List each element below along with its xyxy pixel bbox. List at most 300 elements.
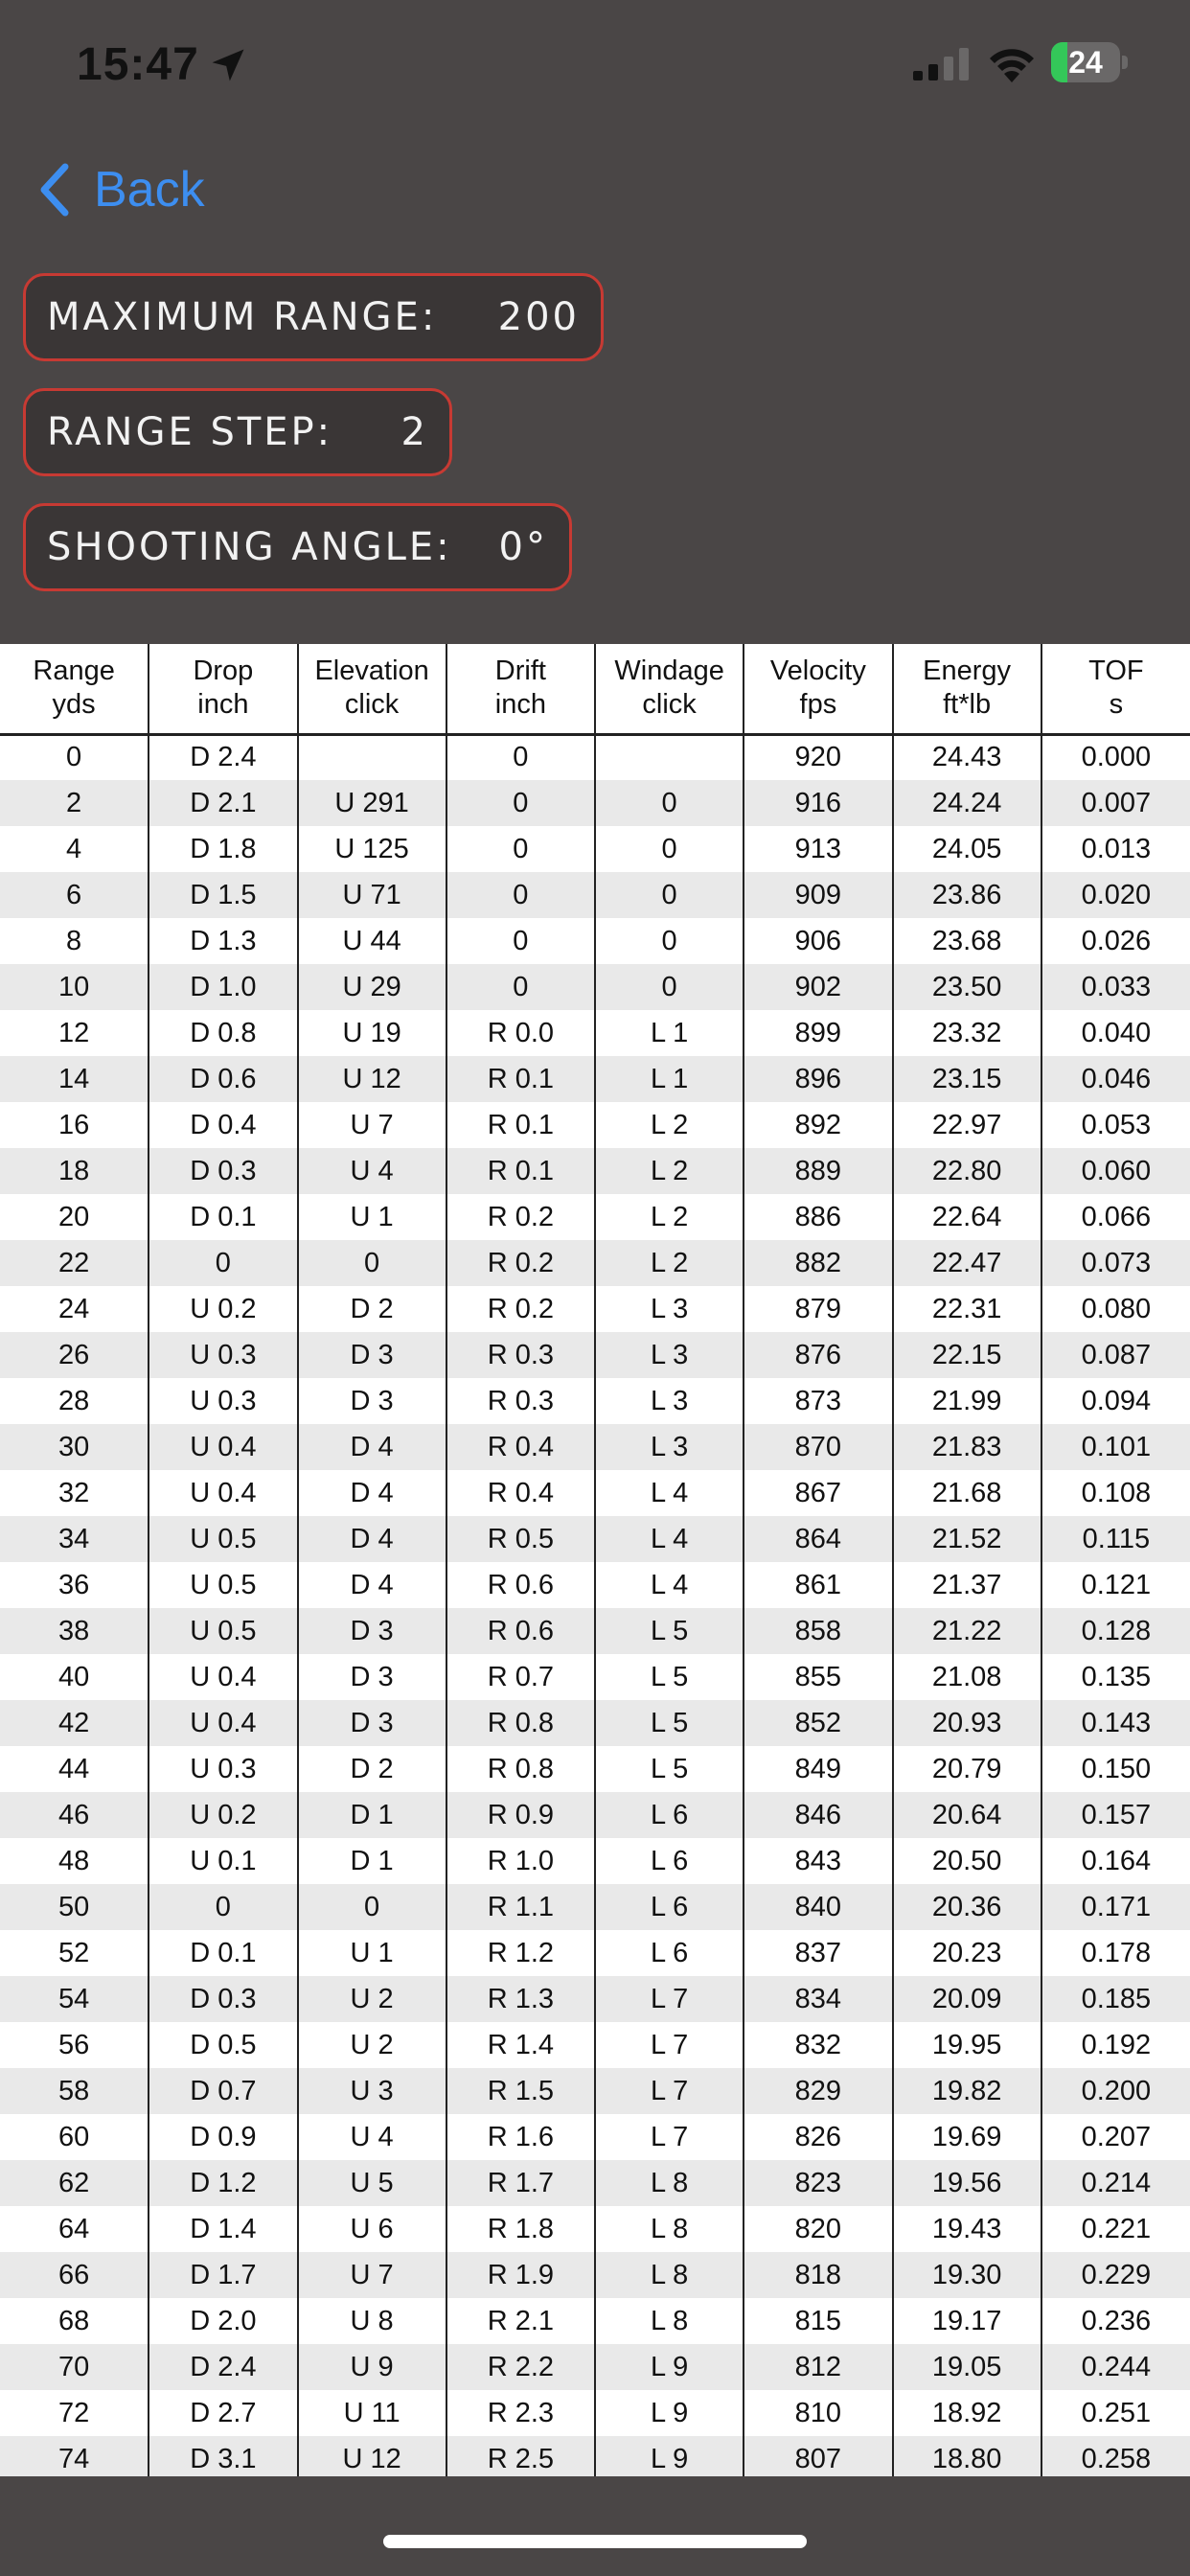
cell-drift: R 1.8 <box>446 2206 595 2252</box>
cell-windage: L 2 <box>595 1240 744 1286</box>
cell-drift: R 2.3 <box>446 2390 595 2436</box>
shooting-angle-label: SHOOTING ANGLE: <box>47 525 452 569</box>
cell-drift: R 0.3 <box>446 1378 595 1424</box>
cell-velocity: 812 <box>744 2344 892 2390</box>
header-energy: Energy ft*lb <box>893 644 1041 734</box>
cell-energy: 18.92 <box>893 2390 1041 2436</box>
table-row <box>0 918 1190 964</box>
cell-elevation: U 4 <box>298 1148 446 1194</box>
header-windage: Windage click <box>595 644 744 734</box>
cell-drift: R 0.7 <box>446 1654 595 1700</box>
cell-elevation: U 8 <box>298 2298 446 2344</box>
cell-velocity: 864 <box>744 1516 892 1562</box>
cell-energy: 21.22 <box>893 1608 1041 1654</box>
cell-drop: U 0.5 <box>149 1516 297 1562</box>
cell-energy: 21.68 <box>893 1470 1041 1516</box>
cell-range: 22 <box>0 1240 149 1286</box>
cell-drift: R 0.0 <box>446 1010 595 1056</box>
cell-velocity: 837 <box>744 1930 892 1976</box>
cell-drop: D 2.1 <box>149 780 297 826</box>
cell-velocity: 807 <box>744 2436 892 2476</box>
cell-elevation: D 2 <box>298 1746 446 1792</box>
cell-drift: 0 <box>446 780 595 826</box>
cell-velocity: 810 <box>744 2390 892 2436</box>
table-row <box>0 872 1190 918</box>
cell-windage: L 8 <box>595 2160 744 2206</box>
cell-velocity: 886 <box>744 1194 892 1240</box>
cell-energy: 23.86 <box>893 872 1041 918</box>
cell-windage: L 7 <box>595 1976 744 2022</box>
cell-velocity: 855 <box>744 1654 892 1700</box>
cell-drift: R 0.8 <box>446 1746 595 1792</box>
cell-elevation: D 4 <box>298 1516 446 1562</box>
shooting-angle-value: 0° <box>498 525 548 569</box>
cell-energy: 20.50 <box>893 1838 1041 1884</box>
cell-range: 18 <box>0 1148 149 1194</box>
cell-tof: 0.244 <box>1041 2344 1190 2390</box>
cell-drop: D 1.3 <box>149 918 297 964</box>
cell-energy: 19.82 <box>893 2068 1041 2114</box>
cell-range: 20 <box>0 1194 149 1240</box>
cell-elevation: D 3 <box>298 1378 446 1424</box>
cell-energy: 20.64 <box>893 1792 1041 1838</box>
cell-energy: 21.99 <box>893 1378 1041 1424</box>
cell-range: 52 <box>0 1930 149 1976</box>
cell-range: 24 <box>0 1286 149 1332</box>
cell-windage: L 1 <box>595 1056 744 1102</box>
cell-velocity: 892 <box>744 1102 892 1148</box>
cell-windage: 0 <box>595 826 744 872</box>
cell-range: 70 <box>0 2344 149 2390</box>
cell-tof: 0.080 <box>1041 1286 1190 1332</box>
cell-tof: 0.026 <box>1041 918 1190 964</box>
cell-velocity: 826 <box>744 2114 892 2160</box>
cell-tof: 0.221 <box>1041 2206 1190 2252</box>
cell-range: 44 <box>0 1746 149 1792</box>
cell-energy: 19.95 <box>893 2022 1041 2068</box>
cell-elevation: D 4 <box>298 1424 446 1470</box>
cell-windage: L 5 <box>595 1700 744 1746</box>
cell-tof: 0.192 <box>1041 2022 1190 2068</box>
cell-windage: L 1 <box>595 1010 744 1056</box>
cell-windage: L 2 <box>595 1102 744 1148</box>
cell-windage: L 2 <box>595 1148 744 1194</box>
table-row <box>0 1056 1190 1102</box>
cell-velocity: 889 <box>744 1148 892 1194</box>
cell-tof: 0.258 <box>1041 2436 1190 2476</box>
table-body <box>0 734 1190 2476</box>
cell-elevation: 0 <box>298 1884 446 1930</box>
table-row <box>0 2298 1190 2344</box>
cell-tof: 0.236 <box>1041 2298 1190 2344</box>
cell-drift: 0 <box>446 918 595 964</box>
cell-windage: L 3 <box>595 1332 744 1378</box>
cell-elevation: U 7 <box>298 1102 446 1148</box>
table-row <box>0 1240 1190 1286</box>
cell-elevation: 0 <box>298 1240 446 1286</box>
cell-drift: R 0.9 <box>446 1792 595 1838</box>
cell-elevation: D 3 <box>298 1700 446 1746</box>
cell-velocity: 846 <box>744 1792 892 1838</box>
table-row <box>0 2206 1190 2252</box>
cell-range: 54 <box>0 1976 149 2022</box>
table-row <box>0 1884 1190 1930</box>
cell-range: 36 <box>0 1562 149 1608</box>
cell-energy: 20.23 <box>893 1930 1041 1976</box>
cell-drift: 0 <box>446 734 595 780</box>
cell-drift: R 0.1 <box>446 1148 595 1194</box>
cell-energy: 19.56 <box>893 2160 1041 2206</box>
cell-range: 34 <box>0 1516 149 1562</box>
cell-velocity: 823 <box>744 2160 892 2206</box>
cell-drift: R 0.1 <box>446 1056 595 1102</box>
cell-windage: L 5 <box>595 1746 744 1792</box>
cell-velocity: 870 <box>744 1424 892 1470</box>
cell-velocity: 834 <box>744 1976 892 2022</box>
status-bar <box>0 0 1190 134</box>
header-drop: Drop inch <box>149 644 297 734</box>
cell-windage: 0 <box>595 964 744 1010</box>
cell-energy: 22.15 <box>893 1332 1041 1378</box>
cell-range: 14 <box>0 1056 149 1102</box>
cell-elevation: D 2 <box>298 1286 446 1332</box>
table-row <box>0 2068 1190 2114</box>
cell-velocity: 858 <box>744 1608 892 1654</box>
cell-tof: 0.040 <box>1041 1010 1190 1056</box>
cell-drift: 0 <box>446 964 595 1010</box>
cell-velocity: 829 <box>744 2068 892 2114</box>
cell-velocity: 820 <box>744 2206 892 2252</box>
table-row <box>0 780 1190 826</box>
cell-energy: 23.50 <box>893 964 1041 1010</box>
table-row <box>0 734 1190 780</box>
cell-velocity: 882 <box>744 1240 892 1286</box>
cell-energy: 19.30 <box>893 2252 1041 2298</box>
ballistics-table-scroll[interactable] <box>0 644 1190 2476</box>
cell-drift: R 0.6 <box>446 1608 595 1654</box>
cell-drop: U 0.4 <box>149 1654 297 1700</box>
cell-windage: L 4 <box>595 1516 744 1562</box>
cell-elevation: U 1 <box>298 1930 446 1976</box>
status-time: 15:47 <box>77 39 199 90</box>
cell-range: 64 <box>0 2206 149 2252</box>
cell-tof: 0.143 <box>1041 1700 1190 1746</box>
range-step-label: RANGE STEP: <box>47 410 333 454</box>
cell-windage: L 7 <box>595 2022 744 2068</box>
cell-drop: 0 <box>149 1240 297 1286</box>
cell-energy: 20.93 <box>893 1700 1041 1746</box>
cell-tof: 0.229 <box>1041 2252 1190 2298</box>
cell-elevation: U 44 <box>298 918 446 964</box>
cell-drop: D 1.4 <box>149 2206 297 2252</box>
table-row <box>0 2390 1190 2436</box>
cell-velocity: 861 <box>744 1562 892 1608</box>
back-button[interactable] <box>34 153 205 226</box>
cell-drop: U 0.5 <box>149 1608 297 1654</box>
cell-energy: 21.37 <box>893 1562 1041 1608</box>
cell-tof: 0.066 <box>1041 1194 1190 1240</box>
cell-windage: L 6 <box>595 1884 744 1930</box>
cell-drop: D 0.3 <box>149 1148 297 1194</box>
table-row <box>0 1286 1190 1332</box>
table-row <box>0 1010 1190 1056</box>
cell-drop: D 2.4 <box>149 734 297 780</box>
cell-elevation: U 19 <box>298 1010 446 1056</box>
cell-elevation: U 12 <box>298 2436 446 2476</box>
cell-velocity: 815 <box>744 2298 892 2344</box>
table-row <box>0 1102 1190 1148</box>
cell-range: 74 <box>0 2436 149 2476</box>
table-row <box>0 2160 1190 2206</box>
cellular-signal-icon <box>913 48 969 80</box>
header-drift: Drift inch <box>446 644 595 734</box>
cell-drift: R 1.7 <box>446 2160 595 2206</box>
cell-drift: R 2.2 <box>446 2344 595 2390</box>
cell-drift: R 1.0 <box>446 1838 595 1884</box>
cell-energy: 22.47 <box>893 1240 1041 1286</box>
cell-range: 8 <box>0 918 149 964</box>
maximum-range-setting[interactable] <box>23 273 604 361</box>
cell-drift: R 0.2 <box>446 1240 595 1286</box>
table-row <box>0 1654 1190 1700</box>
range-step-value: 2 <box>400 410 428 454</box>
cell-tof: 0.033 <box>1041 964 1190 1010</box>
cell-elevation: U 11 <box>298 2390 446 2436</box>
cell-drop: D 0.4 <box>149 1102 297 1148</box>
cell-elevation: U 6 <box>298 2206 446 2252</box>
cell-elevation: U 12 <box>298 1056 446 1102</box>
cell-elevation: U 125 <box>298 826 446 872</box>
cell-windage <box>595 734 744 780</box>
header-tof: TOF s <box>1041 644 1190 734</box>
cell-tof: 0.020 <box>1041 872 1190 918</box>
cell-tof: 0.094 <box>1041 1378 1190 1424</box>
cell-energy: 20.09 <box>893 1976 1041 2022</box>
table-row <box>0 826 1190 872</box>
cell-energy: 24.05 <box>893 826 1041 872</box>
cell-velocity: 909 <box>744 872 892 918</box>
cell-energy: 23.68 <box>893 918 1041 964</box>
table-row <box>0 1608 1190 1654</box>
cell-drift: R 1.3 <box>446 1976 595 2022</box>
cell-windage: 0 <box>595 918 744 964</box>
cell-tof: 0.073 <box>1041 1240 1190 1286</box>
cell-drift: R 1.4 <box>446 2022 595 2068</box>
cell-drift: R 1.6 <box>446 2114 595 2160</box>
cell-velocity: 916 <box>744 780 892 826</box>
cell-tof: 0.200 <box>1041 2068 1190 2114</box>
cell-drift: R 2.5 <box>446 2436 595 2476</box>
table-row <box>0 1378 1190 1424</box>
cell-range: 62 <box>0 2160 149 2206</box>
table-row <box>0 1148 1190 1194</box>
cell-energy: 19.17 <box>893 2298 1041 2344</box>
cell-tof: 0.178 <box>1041 1930 1190 1976</box>
cell-windage: L 8 <box>595 2298 744 2344</box>
cell-velocity: 899 <box>744 1010 892 1056</box>
cell-velocity: 840 <box>744 1884 892 1930</box>
cell-velocity: 876 <box>744 1332 892 1378</box>
cell-windage: 0 <box>595 780 744 826</box>
cell-range: 2 <box>0 780 149 826</box>
cell-range: 16 <box>0 1102 149 1148</box>
cell-drop: D 1.5 <box>149 872 297 918</box>
cell-drift: R 1.2 <box>446 1930 595 1976</box>
cell-windage: L 5 <box>595 1608 744 1654</box>
cell-drop: U 0.5 <box>149 1562 297 1608</box>
cell-drift: R 1.1 <box>446 1884 595 1930</box>
cell-elevation: D 1 <box>298 1838 446 1884</box>
cell-windage: L 7 <box>595 2114 744 2160</box>
location-arrow-icon <box>207 44 249 86</box>
cell-range: 12 <box>0 1010 149 1056</box>
table-row <box>0 1930 1190 1976</box>
cell-drop: U 0.3 <box>149 1332 297 1378</box>
cell-windage: L 6 <box>595 1838 744 1884</box>
cell-tof: 0.007 <box>1041 780 1190 826</box>
cell-drop: D 0.5 <box>149 2022 297 2068</box>
table-row <box>0 1562 1190 1608</box>
cell-tof: 0.101 <box>1041 1424 1190 1470</box>
cell-range: 4 <box>0 826 149 872</box>
cell-drop: 0 <box>149 1884 297 1930</box>
cell-drop: D 1.8 <box>149 826 297 872</box>
cell-elevation: D 4 <box>298 1470 446 1516</box>
cell-drop: D 0.1 <box>149 1930 297 1976</box>
cell-drift: R 0.6 <box>446 1562 595 1608</box>
cell-energy: 20.79 <box>893 1746 1041 1792</box>
cell-range: 6 <box>0 872 149 918</box>
cell-windage: L 9 <box>595 2390 744 2436</box>
cell-range: 40 <box>0 1654 149 1700</box>
cell-drop: D 0.1 <box>149 1194 297 1240</box>
table-row <box>0 2344 1190 2390</box>
cell-velocity: 818 <box>744 2252 892 2298</box>
cell-elevation: D 1 <box>298 1792 446 1838</box>
cell-windage: L 3 <box>595 1378 744 1424</box>
cell-tof: 0.150 <box>1041 1746 1190 1792</box>
cell-tof: 0.053 <box>1041 1102 1190 1148</box>
table-row <box>0 1792 1190 1838</box>
cell-windage: L 8 <box>595 2252 744 2298</box>
cell-drop: U 0.4 <box>149 1700 297 1746</box>
cell-windage: L 2 <box>595 1194 744 1240</box>
ballistics-table <box>0 644 1190 2476</box>
cell-energy: 19.43 <box>893 2206 1041 2252</box>
cell-energy: 24.43 <box>893 734 1041 780</box>
cell-drop: U 0.3 <box>149 1378 297 1424</box>
table-row <box>0 1470 1190 1516</box>
cell-velocity: 873 <box>744 1378 892 1424</box>
cell-range: 0 <box>0 734 149 780</box>
cell-elevation: U 7 <box>298 2252 446 2298</box>
cell-drop: U 0.2 <box>149 1286 297 1332</box>
cell-range: 26 <box>0 1332 149 1378</box>
cell-tof: 0.157 <box>1041 1792 1190 1838</box>
cell-energy: 22.97 <box>893 1102 1041 1148</box>
cell-drop: D 1.2 <box>149 2160 297 2206</box>
cell-elevation: D 4 <box>298 1562 446 1608</box>
cell-range: 56 <box>0 2022 149 2068</box>
cell-energy: 18.80 <box>893 2436 1041 2476</box>
cell-windage: L 8 <box>595 2206 744 2252</box>
cell-energy: 23.32 <box>893 1010 1041 1056</box>
cell-tof: 0.000 <box>1041 734 1190 780</box>
cell-elevation: D 3 <box>298 1654 446 1700</box>
cell-tof: 0.108 <box>1041 1470 1190 1516</box>
range-step-setting[interactable] <box>23 388 452 476</box>
cell-drift: 0 <box>446 872 595 918</box>
cell-drop: D 0.8 <box>149 1010 297 1056</box>
wifi-icon <box>987 42 1037 82</box>
cell-range: 60 <box>0 2114 149 2160</box>
cell-energy: 21.52 <box>893 1516 1041 1562</box>
cell-velocity: 902 <box>744 964 892 1010</box>
cell-tof: 0.121 <box>1041 1562 1190 1608</box>
cell-tof: 0.185 <box>1041 1976 1190 2022</box>
table-row <box>0 2436 1190 2476</box>
cell-velocity: 913 <box>744 826 892 872</box>
cell-drift: R 0.4 <box>446 1470 595 1516</box>
cell-drop: D 2.0 <box>149 2298 297 2344</box>
cell-range: 58 <box>0 2068 149 2114</box>
cell-energy: 22.31 <box>893 1286 1041 1332</box>
cell-drift: R 0.2 <box>446 1286 595 1332</box>
cell-windage: L 7 <box>595 2068 744 2114</box>
cell-tof: 0.164 <box>1041 1838 1190 1884</box>
cell-drift: R 1.5 <box>446 2068 595 2114</box>
table-row <box>0 1424 1190 1470</box>
header-velocity: Velocity fps <box>744 644 892 734</box>
cell-energy: 21.83 <box>893 1424 1041 1470</box>
table-header-row <box>0 644 1190 734</box>
battery-indicator <box>1051 42 1128 82</box>
cell-elevation: D 3 <box>298 1608 446 1654</box>
cell-range: 42 <box>0 1700 149 1746</box>
shooting-angle-setting[interactable] <box>23 503 572 591</box>
cell-velocity: 849 <box>744 1746 892 1792</box>
cell-drop: D 0.7 <box>149 2068 297 2114</box>
cell-tof: 0.171 <box>1041 1884 1190 1930</box>
cell-drift: R 2.1 <box>446 2298 595 2344</box>
cell-elevation: U 29 <box>298 964 446 1010</box>
home-indicator <box>383 2535 807 2548</box>
cell-range: 66 <box>0 2252 149 2298</box>
cell-windage: L 6 <box>595 1930 744 1976</box>
cell-drop: U 0.1 <box>149 1838 297 1884</box>
cell-energy: 21.08 <box>893 1654 1041 1700</box>
cell-range: 30 <box>0 1424 149 1470</box>
cell-elevation: U 5 <box>298 2160 446 2206</box>
cell-drift: R 1.9 <box>446 2252 595 2298</box>
table-row <box>0 1194 1190 1240</box>
cell-elevation: U 71 <box>298 872 446 918</box>
cell-range: 68 <box>0 2298 149 2344</box>
cell-velocity: 896 <box>744 1056 892 1102</box>
cell-tof: 0.214 <box>1041 2160 1190 2206</box>
cell-windage: L 3 <box>595 1286 744 1332</box>
cell-drop: D 0.6 <box>149 1056 297 1102</box>
cell-energy: 22.64 <box>893 1194 1041 1240</box>
back-label: Back <box>94 162 205 218</box>
cell-tof: 0.207 <box>1041 2114 1190 2160</box>
table-row <box>0 1976 1190 2022</box>
cell-drop: U 0.3 <box>149 1746 297 1792</box>
cell-tof: 0.251 <box>1041 2390 1190 2436</box>
table-row <box>0 2022 1190 2068</box>
cell-drop: U 0.2 <box>149 1792 297 1838</box>
cell-drop: D 3.1 <box>149 2436 297 2476</box>
